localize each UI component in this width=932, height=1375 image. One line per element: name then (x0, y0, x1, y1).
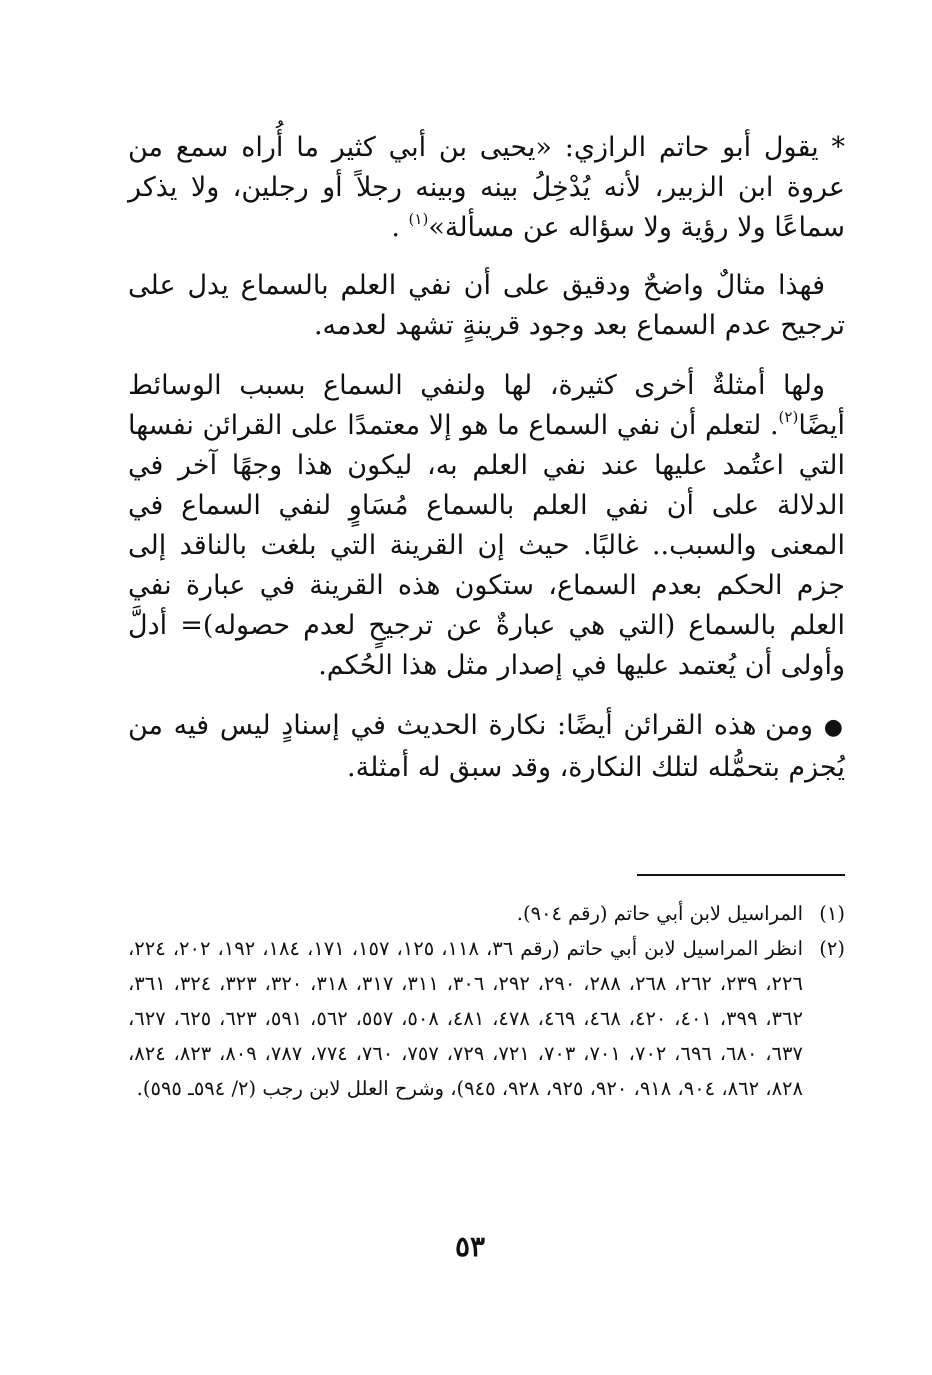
paragraph-more-examples (128, 366, 845, 686)
paragraph-text: فهذا مثالٌ واضحٌ ودقيق على أن نفي العلم بالسماع يدل على ترجيح عدم السماع بعد وجود قرينةٍ تشهد لعدمه. (128, 270, 845, 341)
paragraph-text: يقول أبو حاتم الرازي: «يحيى بن أبي كثير ما أُراه سمع من عروة ابن الزبير، لأنه يُدْخِلُ بينه وبينه رجلاً أو رجلين، ولا يذكر سماعًا ولا رؤية ولا سؤاله عن مسألة» (128, 132, 845, 243)
footnote-number: (١) (819, 902, 845, 925)
paragraph-text-continued: . لتعلم أن نفي السماع ما هو إلا معتمدًا على القرائن نفسها التي اعتُمد عليها عند نفي العلم به، ليكون هذا وجهًا آخر في الدلالة على أن نفي العلم بالسماع مُسَاوٍ لنفي السماع في المعنى والسبب.. غالبًا. حيث إن القرينة التي بلغت بالناقد إلى جزم الحكم بعدم السماع، ستكون هذه القرينة في عبارة نفي العلم بالسماع (التي هي عبارةٌ عن ترجيحٍ لعدم حصوله)= أدلَّ وأولى أن يُعتمد عليها في إصدار مثل هذا الحُكم. (128, 410, 845, 681)
footnote-text: المراسيل لابن أبي حاتم (رقم ٩٠٤). (516, 902, 803, 925)
paragraph-abu-hatim-quote (128, 128, 845, 248)
footnote-1 (128, 896, 845, 931)
footnote-number: (٢) (819, 937, 845, 960)
paragraph-example-explanation (128, 266, 845, 346)
bullet-icon: ● (823, 715, 845, 740)
footnote-text: انظر المراسيل لابن أبي حاتم (رقم ٣٦، ١١٨، ١٢٥، ١٥٧، ١٧١، ١٨٤، ١٩٢، ٢٠٢، ٢٢٤، ٢٢٦، ٢٣٩، ٢٦٢، ٢٦٨، ٢٨٨، ٢٩٠، ٢٩٢، ٣٠٦، ٣١١، ٣١٧، ٣١٨، ٣٢٠، ٣٢٣، ٣٢٤، ٣٦١، ٣٦٢، ٣٩٩، ٤٠١، ٤٢٠، ٤٦٨، ٤٦٩، ٤٧٨، ٤٨١، ٥٠٨، ٥٥٧، ٥٦٢، ٥٩١، ٦٢٣، ٦٢٥، ٦٢٧، ٦٣٧، ٦٨٠، ٦٩٦، ٧٠٢، ٧٠١، ٧٠٣، ٧٢١، ٧٢٩، ٧٥٧، ٧٦٠، ٧٧٤، ٧٨٧، ٨٠٩، ٨٢٣، ٨٢٤، ٨٢٨، ٨٦٢، ٩٠٤، ٩١٨، ٩٢٠، ٩٢٥، ٩٢٨، ٩٤٥)، وشرح العلل لابن رجب (٢/ ٥٩٤ـ ٥٩٥). (128, 937, 804, 1100)
asterisk-marker: * (831, 132, 845, 163)
page-number: ٥٣ (454, 1230, 486, 1263)
paragraph-text: ومن هذه القرائن أيضًا: نكارة الحديث في إسنادٍ ليس فيه من يُجزم بتحمُّله لتلك النكارة، وقد سبق له أمثلة. (128, 710, 845, 783)
page-body (128, 128, 845, 788)
footnote-ref-1[interactable]: (١) (408, 210, 429, 228)
paragraph-end: . (391, 212, 400, 243)
paragraph-text: ولها أمثلةٌ أخرى كثيرة، لها ولنفي السماع بسبب الوسائط أيضًا (128, 370, 845, 441)
footnote-ref-2[interactable]: (٢) (778, 408, 799, 426)
footnotes (128, 896, 845, 1106)
footnote-separator (637, 874, 845, 876)
footnote-2 (128, 931, 845, 1106)
paragraph-hadith-nakara (128, 706, 845, 788)
